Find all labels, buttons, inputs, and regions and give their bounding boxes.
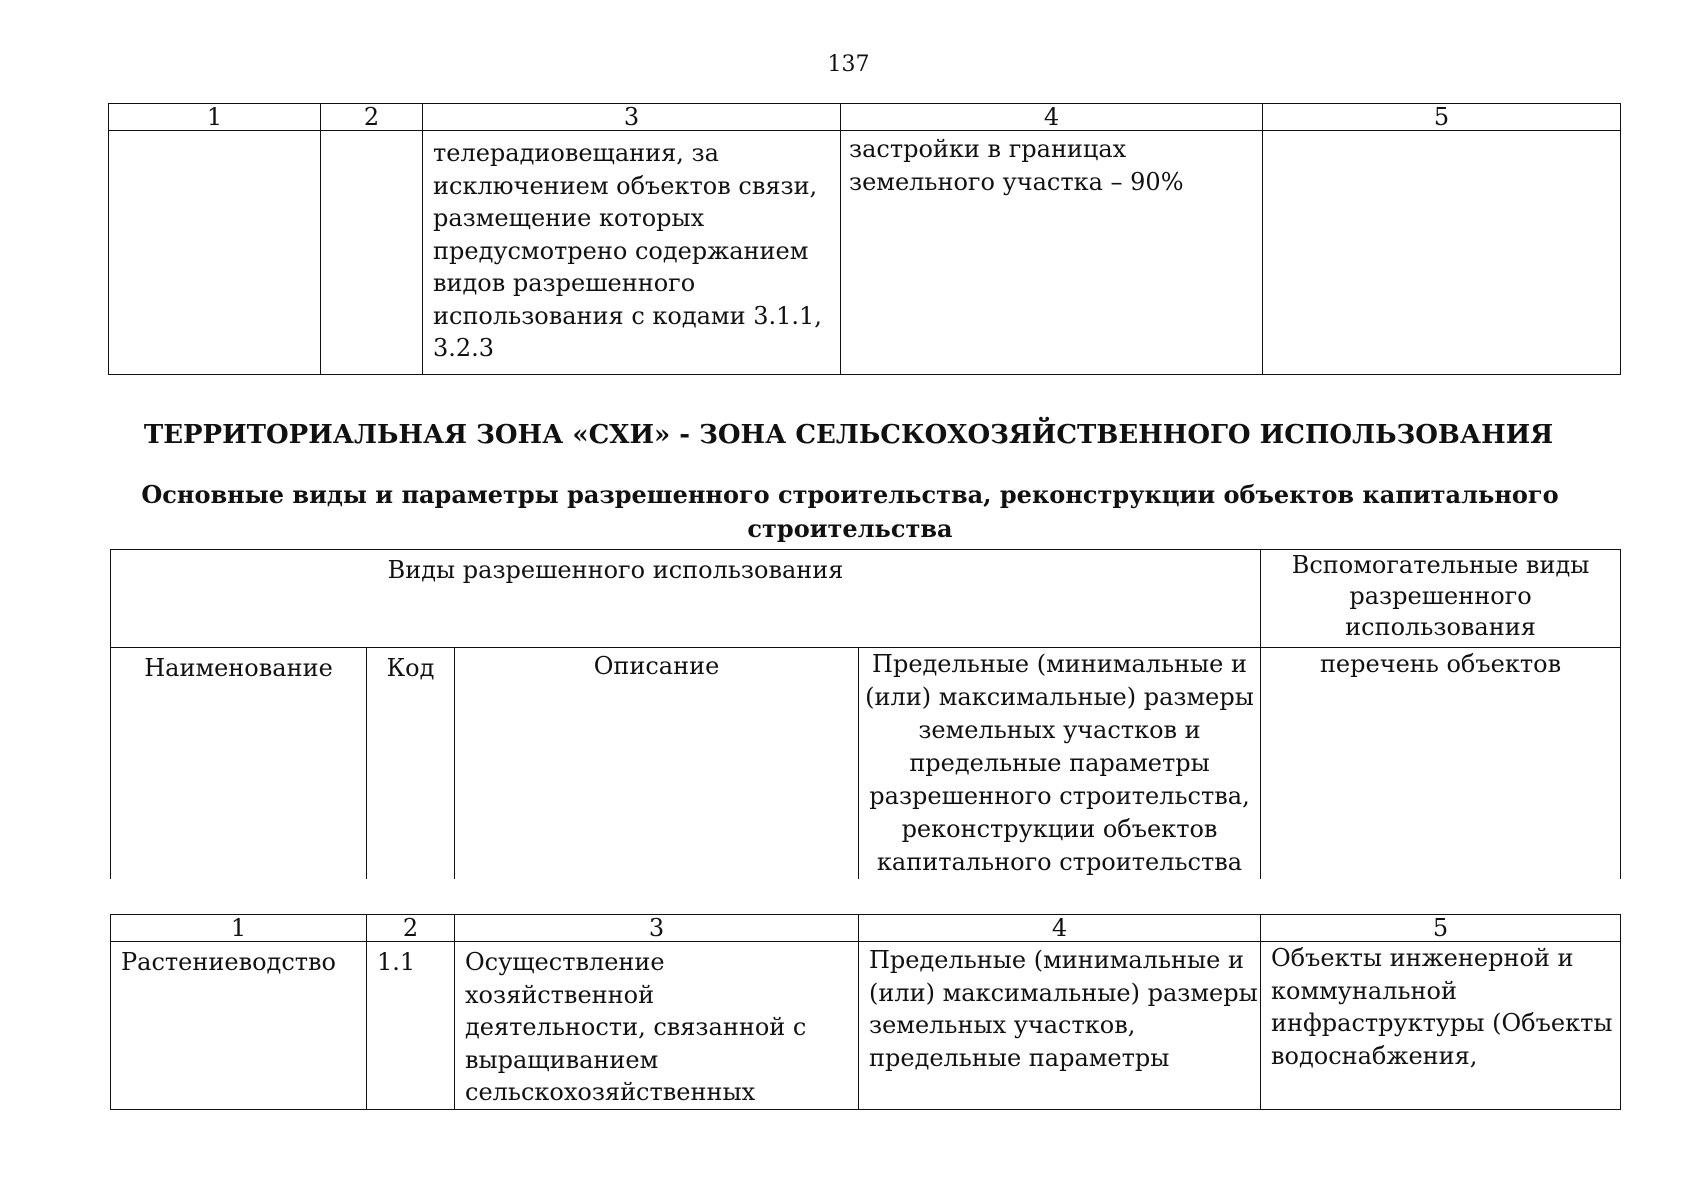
parameters-column-header	[859, 648, 1261, 880]
column-number: 4	[841, 104, 1263, 131]
text-line: 3.2.3	[433, 334, 495, 362]
text-line: деятельности, связанной с	[465, 1013, 807, 1041]
permitted-uses-group-header	[111, 550, 1261, 648]
text-line: (или) максимальные) размеры	[869, 978, 1258, 1007]
header-line: реконструкции объектов	[901, 815, 1218, 843]
header-line: предельные параметры	[909, 749, 1210, 777]
text-line: земельного участка – 90%	[849, 167, 1184, 196]
column-number: 2	[367, 915, 455, 942]
text-line: предусмотрено содержанием	[433, 236, 809, 265]
column-number: 2	[321, 104, 423, 131]
text-line: Предельные (минимальные и	[869, 946, 1244, 974]
header-line: земельных участков и	[918, 716, 1201, 744]
use-name: Растениеводство	[121, 948, 336, 976]
column-header-row	[111, 648, 1621, 880]
column-number-row	[109, 104, 1621, 131]
description-column-header	[455, 648, 859, 880]
subtitle-line: Основные виды и параметры разрешенного строительства, реконструкции объектов капитального	[141, 480, 1559, 509]
column-number: 3	[455, 915, 859, 942]
section-title: ТЕРРИТОРИАЛЬНАЯ ЗОНА «СХИ» - ЗОНА СЕЛЬСКОХОЗЯЙСТВЕННОГО ИСПОЛЬЗОВАНИЯ	[143, 420, 1554, 450]
header-text: Код	[386, 654, 435, 682]
code-cell	[321, 131, 423, 375]
column-number-row	[111, 915, 1621, 942]
auxiliary-uses-header	[1261, 550, 1621, 648]
header-line: разрешенного	[1349, 582, 1532, 610]
name-cell	[111, 942, 367, 1110]
table-row	[109, 131, 1621, 375]
text-line: исключением объектов связи,	[433, 171, 818, 200]
section-subtitle	[120, 478, 1580, 546]
column-number: 5	[1263, 104, 1621, 131]
text-line: сельскохозяйственных	[465, 1078, 756, 1106]
column-number: 1	[111, 915, 367, 942]
column-number: 4	[859, 915, 1261, 942]
description-cell	[423, 131, 841, 375]
text-line: видов разрешенного	[433, 269, 696, 297]
header-text: перечень объектов	[1319, 650, 1562, 678]
header-line: разрешенного строительства,	[869, 782, 1250, 810]
auxiliary-cell	[1263, 131, 1621, 375]
permitted-uses-header-table	[110, 549, 1621, 879]
parameters-cell	[859, 942, 1261, 1110]
description-cell	[455, 942, 859, 1110]
text-line: телерадиовещания, за	[433, 139, 719, 167]
text-line: выращиванием	[465, 1045, 659, 1074]
code-cell	[367, 942, 455, 1110]
use-code: 1.1	[377, 948, 416, 976]
header-text: Наименование	[144, 654, 333, 682]
text-line: предельные параметры	[869, 1043, 1170, 1072]
column-number: 1	[109, 104, 321, 131]
text-line: использования с кодами 3.1.1,	[433, 301, 822, 330]
name-cell	[109, 131, 321, 375]
page-number: 137	[827, 52, 870, 77]
text-line: размещение которых	[433, 204, 705, 232]
header-line: капитального строительства	[876, 848, 1243, 876]
column-number: 3	[423, 104, 841, 131]
group-header-row	[111, 550, 1621, 648]
text-line: застройки в границах	[849, 135, 1127, 163]
subtitle-line: строительства	[747, 514, 953, 543]
continuation-table	[108, 103, 1621, 375]
header-line: (или) максимальные) размеры	[865, 683, 1254, 711]
text-line: Объекты инженерной и	[1271, 944, 1574, 972]
header-text: Описание	[593, 652, 720, 680]
name-column-header	[111, 648, 367, 880]
auxiliary-cell	[1261, 942, 1621, 1110]
group-header-text: Виды разрешенного использования	[387, 556, 844, 584]
text-line: земельных участков,	[869, 1011, 1136, 1039]
table-row	[111, 942, 1621, 1110]
text-line: водоснабжения,	[1271, 1041, 1478, 1070]
header-line: Вспомогательные виды	[1291, 551, 1590, 579]
header-line: Предельные (минимальные и	[872, 650, 1247, 678]
auxiliary-column-header	[1261, 648, 1621, 880]
text-line: Осуществление хозяйственной	[465, 948, 665, 1009]
permitted-uses-table	[110, 914, 1621, 1110]
header-line: использования	[1345, 613, 1536, 641]
text-line: коммунальной	[1271, 976, 1457, 1005]
text-line: инфраструктуры (Объекты	[1271, 1009, 1613, 1037]
column-number: 5	[1261, 915, 1621, 942]
code-column-header	[367, 648, 455, 880]
parameters-cell	[841, 131, 1263, 375]
